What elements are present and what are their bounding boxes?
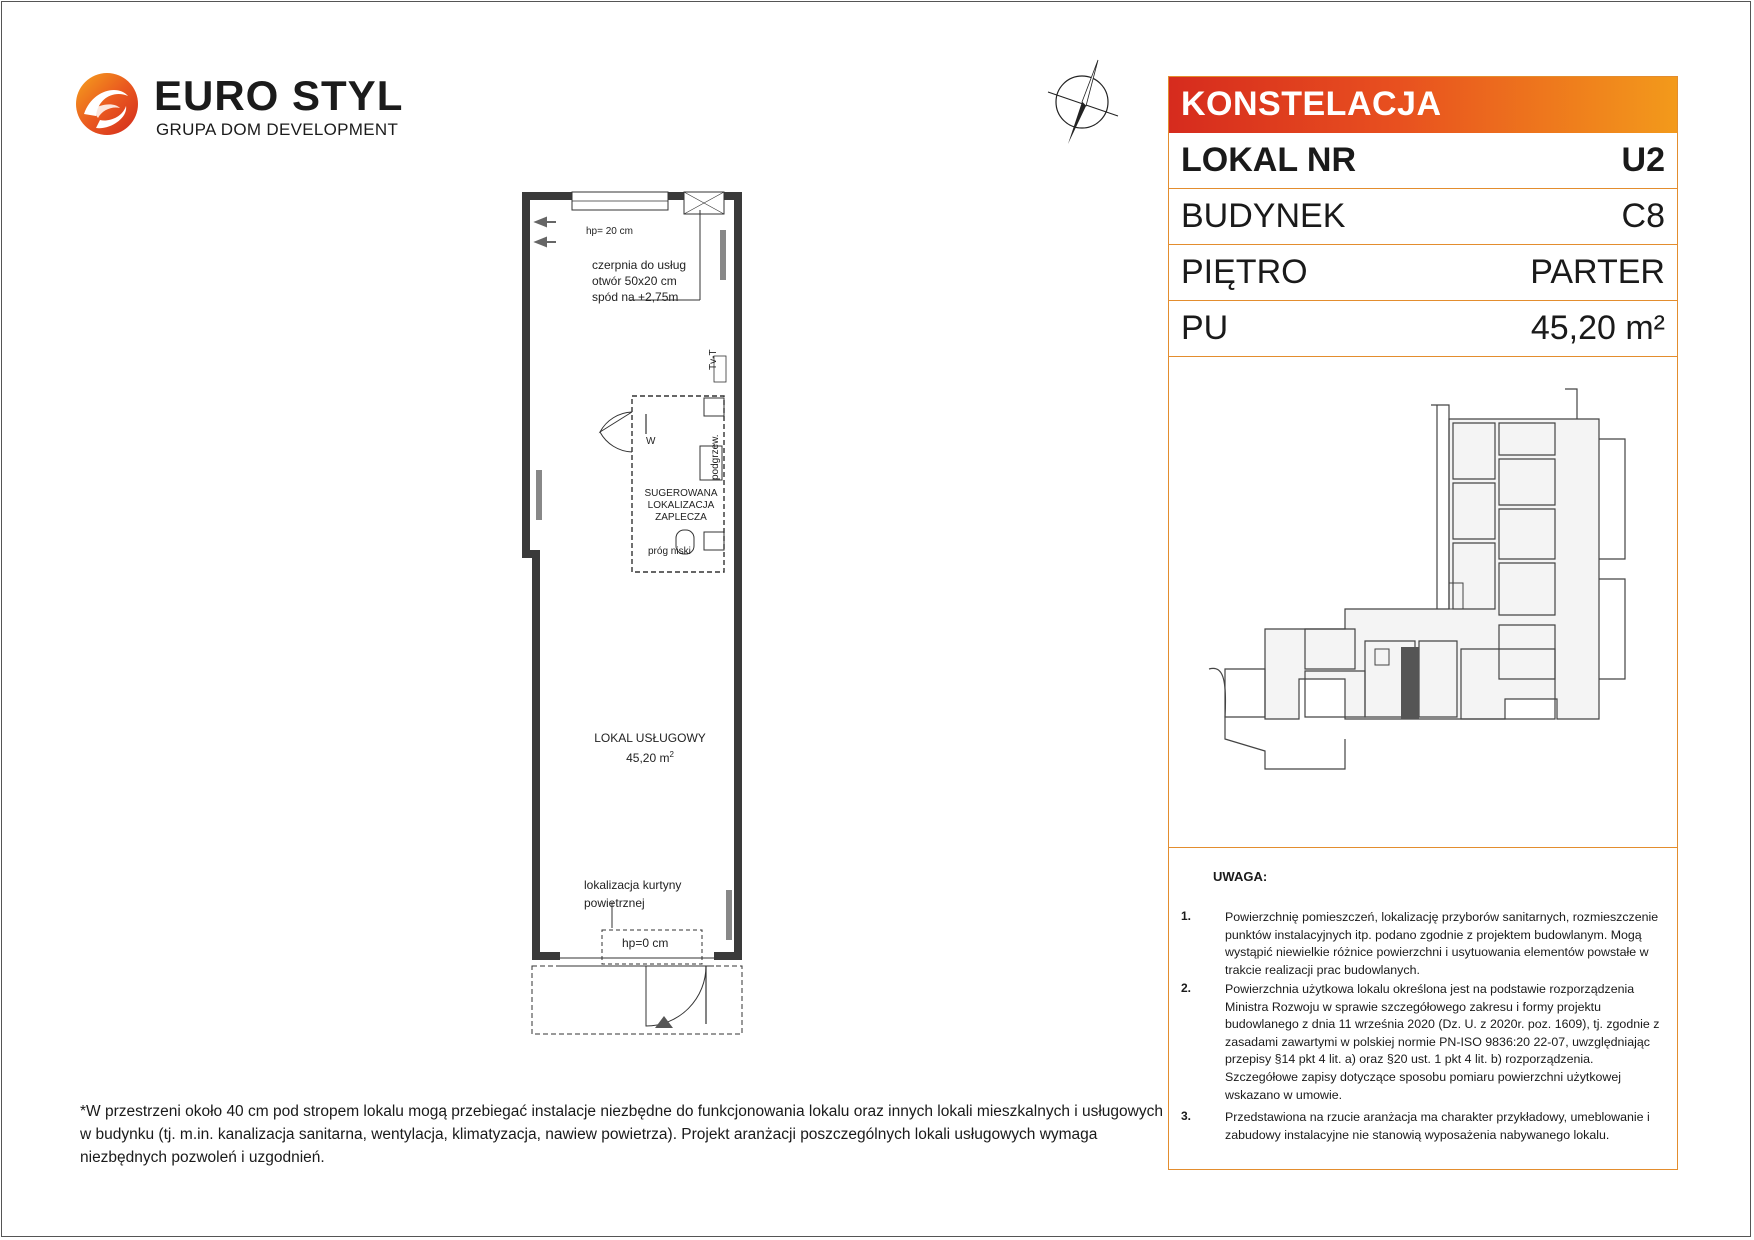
logo	[74, 70, 404, 142]
vent-label-3: spód na +2,75m	[592, 290, 679, 304]
tvt-label: Tv-T	[708, 349, 719, 370]
panel-header	[1169, 77, 1677, 133]
storage-label-1: SUGEROWANA	[644, 488, 718, 499]
note-number: 3.	[1181, 1109, 1192, 1123]
info-value-unit: U2	[1621, 141, 1665, 179]
brand-name: EURO STYL	[154, 72, 404, 119]
room-area-value: 45,20 m	[626, 751, 670, 765]
logo-flame-icon	[74, 70, 140, 138]
storage-label-2: LOKALIZACJA	[647, 500, 715, 511]
heater-label: podgrzew.	[710, 434, 721, 480]
hp-bottom-label: hp=0 cm	[622, 936, 669, 950]
brand-subtitle: GRUPA DOM DEVELOPMENT	[156, 120, 399, 139]
note-number: 1.	[1181, 909, 1192, 923]
note-text: Powierzchnię pomieszczeń, lokalizację przyborów sanitarnych, rozmieszczenie punktów instalacyjnych itp. podano zgodnie z projektem budowlanym. Mogą wystąpić niewielkie różnice powierzchni i usytuowania elementów powstałe w trakcie realizacji prac budowlanych.	[1225, 910, 1659, 977]
note-3	[1181, 1109, 1661, 1165]
info-row-building	[1169, 189, 1677, 245]
info-label-floor: PIĘTRO	[1181, 253, 1308, 291]
info-row-floor	[1169, 245, 1677, 301]
storage-label-3: ZAPLECZA	[655, 512, 707, 523]
note-number: 2.	[1181, 981, 1192, 995]
floor-plan-drawing	[500, 180, 780, 1060]
info-row-unit	[1169, 133, 1677, 189]
curtain-label-2: powietrznej	[584, 896, 645, 910]
note-text: Powierzchnia użytkowa lokalu określona jest na podstawie rozporządzenia Ministra Rozwoju w sprawie szczegółowego zakresu i formy projektu budowlanego z dnia 11 września 2020 (Dz. U. z 2020r. poz. 1609), tj. zgodnie z zasadami zawartymi w polskiej normie PN-ISO 9836:20 22-07, uwzględniając przepisy §14 pkt 4 lit. a) oraz §20 ust. 1 pkt 4 lit. b) rozporządzenia. Szczegółowe zapisy dotyczące sposobu pomiaru powierzchni użytkowej wskazano w umowie.	[1225, 982, 1660, 1102]
info-label-building: BUDYNEK	[1181, 197, 1346, 235]
note-1	[1181, 909, 1661, 981]
w-mark: W	[646, 436, 656, 447]
north-arrow-icon	[1046, 58, 1122, 150]
room-area-sup: 2	[669, 750, 674, 759]
room-area	[560, 747, 740, 766]
floor-plan	[500, 180, 780, 1060]
info-value-building: C8	[1621, 197, 1665, 235]
curtain-label-1: lokalizacja kurtyny	[584, 878, 682, 892]
info-label-area: PU	[1181, 309, 1229, 347]
room-name: LOKAL USŁUGOWY	[594, 731, 706, 745]
building-location-map	[1205, 379, 1645, 779]
project-title: KONSTELACJA	[1181, 85, 1442, 123]
panel-divider	[1169, 847, 1677, 848]
info-value-area: 45,20 m²	[1530, 309, 1665, 347]
vent-label-2: otwór 50x20 cm	[592, 274, 677, 288]
threshold-label: próg niski	[648, 546, 691, 557]
info-row-area	[1169, 301, 1677, 357]
notes-title: UWAGA:	[1213, 869, 1268, 884]
info-value-floor: PARTER	[1530, 253, 1665, 291]
vent-label-1: czerpnia do usług	[592, 258, 687, 272]
note-text: Przedstawiona na rzucie aranżacja ma charakter przykładowy, umeblowanie i zabudowy instalacyjne nie stanowią wyposażenia nabywanego lokalu.	[1225, 1110, 1650, 1142]
footnote: *W przestrzeni około 40 cm pod stropem lokalu mogą przebiegać instalacje niezbędne do funkcjonowania lokalu oraz innych lokali mieszkalnych i usługowych w budynku (tj. m.in. kanalizacja sanitarna, wentylacja, klimatyzacja, nawiew powietrza). Projekt aranżacji poszczególnych lokali usługowych wymaga niezbędnych pozwoleń i uzgodnień.	[80, 1103, 1163, 1166]
info-panel	[1168, 76, 1678, 1170]
hp-top-label: hp= 20 cm	[586, 226, 633, 237]
note-2	[1181, 981, 1661, 1107]
info-label-unit: LOKAL NR	[1181, 141, 1357, 179]
